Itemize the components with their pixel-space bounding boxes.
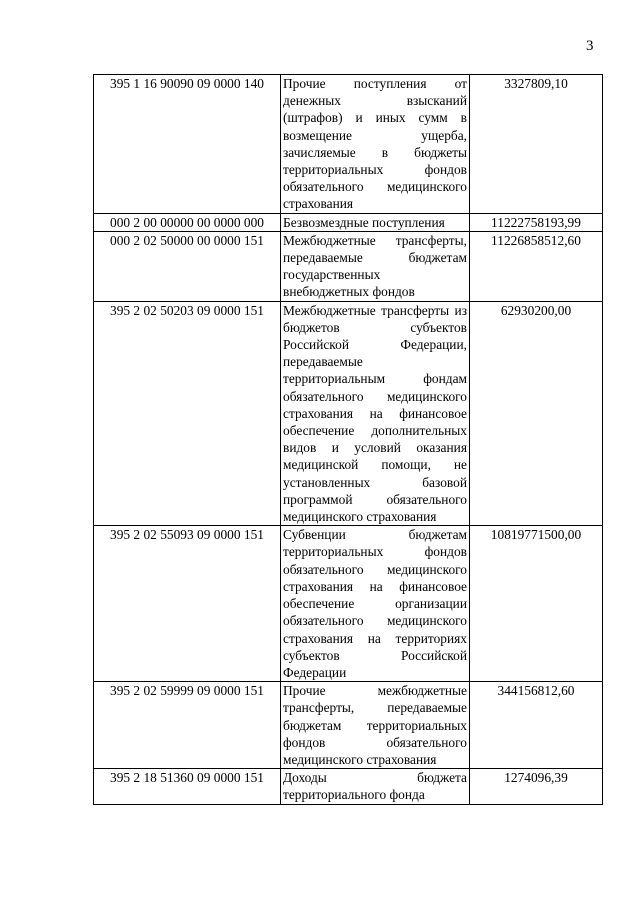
table-row <box>94 301 603 526</box>
row-sum: 344156812,60 <box>470 682 603 769</box>
row-name: Межбюджетные трансферты из бюджетов субъектов Российской Федерации, передаваемые территориальным фондам обязательного медицинского страхования на финансовое обеспечение дополнительных видов и условий оказания медицинской помощи, не установленных базовой программой обязательного медицинского страхования <box>281 301 470 526</box>
row-code: 395 2 18 51360 09 0000 151 <box>94 769 281 804</box>
row-sum: 62930200,00 <box>470 301 603 526</box>
row-sum: 1274096,39 <box>470 769 603 804</box>
row-name: Доходы бюджета территориального фонда <box>281 769 470 804</box>
table-row <box>94 231 603 301</box>
table-row <box>94 526 603 682</box>
row-code: 395 2 02 55093 09 0000 151 <box>94 526 281 682</box>
revenue-table <box>93 74 603 805</box>
row-code: 000 2 00 00000 00 0000 000 <box>94 213 281 231</box>
table-row <box>94 769 603 804</box>
row-code: 395 1 16 90090 09 0000 140 <box>94 75 281 214</box>
row-name: Межбюджетные трансферты, передаваемые бюджетам государственных внебюджетных фондов <box>281 231 470 301</box>
row-name: Прочие поступления от денежных взысканий (штрафов) и иных сумм в возмещение ущерба, зачисляемые в бюджеты территориальных фондов обязательного медицинского страхования <box>281 75 470 214</box>
row-code: 395 2 02 59999 09 0000 151 <box>94 682 281 769</box>
row-code: 000 2 02 50000 00 0000 151 <box>94 231 281 301</box>
row-code: 395 2 02 50203 09 0000 151 <box>94 301 281 526</box>
row-sum: 11226858512,60 <box>470 231 603 301</box>
table-row <box>94 213 603 231</box>
row-name: Прочие межбюджетные трансферты, передаваемые бюджетам территориальных фондов обязательного медицинского страхования <box>281 682 470 769</box>
row-sum: 3327809,10 <box>470 75 603 214</box>
table-row <box>94 682 603 769</box>
row-sum: 10819771500,00 <box>470 526 603 682</box>
row-name: Субвенции бюджетам территориальных фондов обязательного медицинского страхования на финансовое обеспечение организации обязательного медицинского страхования на территориях субъектов Российской Федерации <box>281 526 470 682</box>
table-row <box>94 75 603 214</box>
row-name: Безвозмездные поступления <box>281 213 470 231</box>
row-sum: 11222758193,99 <box>470 213 603 231</box>
page-number: 3 <box>586 38 594 54</box>
